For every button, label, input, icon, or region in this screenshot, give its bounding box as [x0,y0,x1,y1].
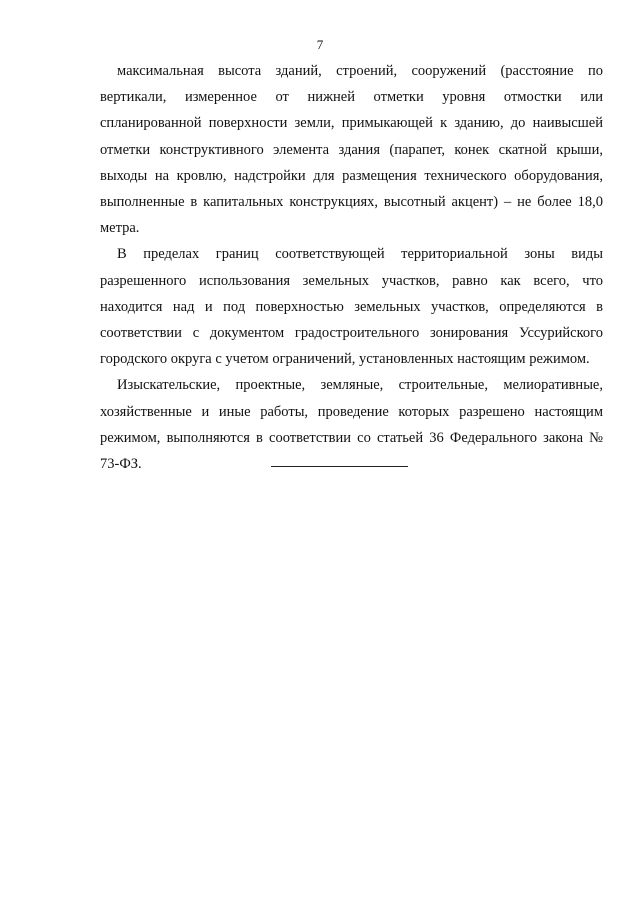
document-body [100,58,603,477]
paragraph-permitted-use: В пределах границ соответствующей территориальной зоны виды разрешенного использования земельных участков, равно как всего, что находится над и под поверхностью земельных участков, определяются в соответствии с документом градостроительного зонирования Уссурийского городского округа с учетом ограничений, установленных настоящим режимом. [100,246,603,368]
paragraph-works: Изыскательские, проектные, земляные, строительные, мелиоративные, хозяйственные и иные работы, проведение которых разрешено настоящим режимом, выполняются в соответствии со статьей 36 Федерального закона № 73-ФЗ. [100,377,603,473]
paragraph-max-height: максимальная высота зданий, строений, сооружений (расстояние по вертикали, измеренное от нижней отметки уровня отмостки или спланированной поверхности земли, примыкающей к зданию, до наивысшей отметки конструктивного элемента здания (парапет, конек скатной крыши, выходы на кровлю, надстройки для размещения технического оборудования, выполненные в капитальных конструкциях, высотный акцент) – не более 18,0 метра. [100,63,603,237]
page-number: 7 [316,37,324,52]
end-divider-line [271,466,408,467]
